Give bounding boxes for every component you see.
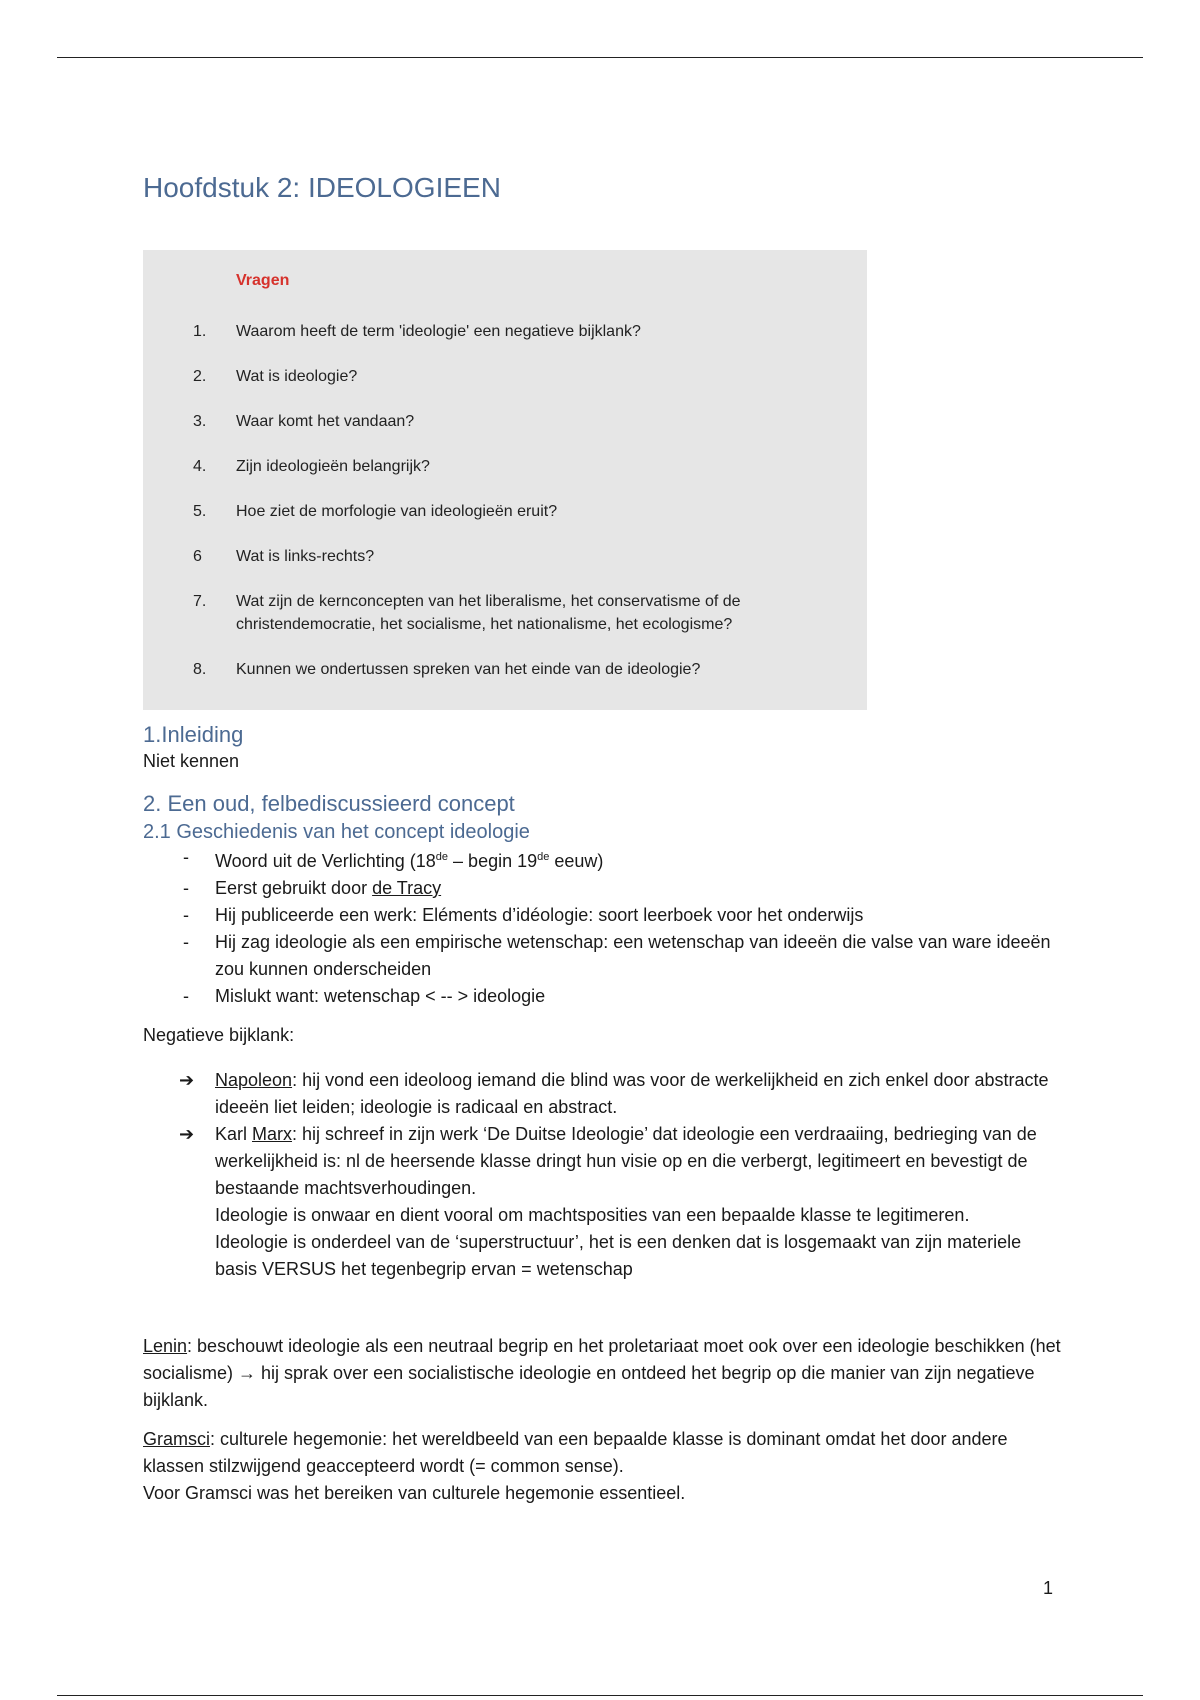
- list-item: ➔ Karl Marx: hij schreef in zijn werk ‘De Duitse Ideologie’ dat ideologie een verdraaiing, bedrieging van de werkelijkheid is: nl de heersende klasse dringt hun visie op en die verbergt, legitimeert en bevestigt de bestaande machtsverhoudingen. Ideologie is onwaar en dient vooral om machtsposities van een bepaalde klasse te legitimeren. Ideologie is onderdeel van de ‘superstructuur’, het is een denken dat is losgemaakt van zijn materiele basis VERSUS het tegenbegrip ervan = wetenschap: [179, 1121, 1063, 1283]
- section-1-heading: 1.Inleiding: [143, 722, 244, 747]
- list-item: - Eerst gebruikt door de Tracy: [183, 878, 442, 898]
- arrow-right-icon: ➔: [179, 1070, 195, 1090]
- lenin-name: Lenin: [143, 1336, 188, 1356]
- page-number: 1: [1043, 1578, 1054, 1598]
- questions-heading: Vragen: [236, 272, 290, 289]
- section-2-1-heading: 2.1 Geschiedenis van het concept ideologie: [143, 821, 530, 843]
- negative-connotation-list: [143, 1067, 1063, 1283]
- question-item: 1. Waarom heeft de term 'ideologie' een negatieve bijklank?: [193, 323, 641, 340]
- list-item: ➔ Napoleon: hij vond een ideoloog iemand die blind was voor de werkelijkheid en zich enkel door abstracte ideeën liet leiden; ideologie is radicaal en abstract.: [179, 1067, 1063, 1121]
- section-2-heading: 2. Een oud, felbediscussieerd concept: [143, 791, 515, 816]
- gramsci-paragraph: Gramsci: culturele hegemonie: het wereldbeeld van een bepaalde klasse is dominant omdat het door andere klassen stilzwijgend geaccepteerd wordt (= common sense). Voor Gramsci was het bereiken van culturele hegemonie essentieel.: [143, 1429, 1008, 1503]
- negative-connotation-label: Negatieve bijklank:: [143, 1025, 295, 1045]
- top-rule: [57, 57, 1143, 58]
- questions-list: [193, 320, 843, 703]
- question-item: 3. Waar komt het vandaan?: [193, 413, 415, 430]
- question-item: 5. Hoe ziet de morfologie van ideologieën eruit?: [193, 503, 558, 520]
- marx-name: Marx: [252, 1124, 293, 1144]
- chapter-title: Hoofdstuk 2: IDEOLOGIEEN: [143, 172, 501, 203]
- arrow-right-icon: ➔: [179, 1124, 195, 1144]
- de-tracy-link: de Tracy: [372, 878, 442, 898]
- question-item: 7. Wat zijn de kernconcepten van het liberalisme, het conservatisme of de christendemocratie, het socialisme, het nationalisme, het ecologisme?: [193, 593, 741, 633]
- gramsci-name: Gramsci: [143, 1429, 210, 1449]
- arrow-right-icon: →: [238, 1363, 257, 1383]
- question-item: 8. Kunnen we ondertussen spreken van het einde van de ideologie?: [193, 661, 701, 678]
- list-item: - Woord uit de Verlichting (18de – begin 19de eeuw): [183, 847, 604, 871]
- question-item: 2. Wat is ideologie?: [193, 368, 358, 385]
- section-1-body: Niet kennen: [143, 751, 240, 771]
- list-item: - Mislukt want: wetenschap < -- > ideologie: [183, 986, 546, 1006]
- napoleon-name: Napoleon: [215, 1070, 293, 1090]
- list-item: - Hij publiceerde een werk: Eléments d’idéologie: soort leerboek voor het onderwijs: [183, 905, 864, 925]
- questions-box: [143, 250, 867, 710]
- document-body: [143, 160, 1063, 1507]
- question-item: 4. Zijn ideologieën belangrijk?: [193, 458, 430, 475]
- list-item: - Hij zag ideologie als een empirische wetenschap: een wetenschap van ideeën die valse van ware ideeën zou kunnen onderscheiden: [183, 932, 1051, 979]
- history-bullets: [143, 844, 1063, 1010]
- question-item: 6 Wat is links-rechts?: [193, 548, 375, 565]
- lenin-paragraph: Lenin: beschouwt ideologie als een neutraal begrip en het proletariaat moet ook over een ideologie beschikken (het socialisme) → hij sprak over een socialistische ideologie en ontdeed het begrip op die manier van zijn negatieve bijklank.: [143, 1336, 1061, 1410]
- bottom-rule: [57, 1695, 1143, 1696]
